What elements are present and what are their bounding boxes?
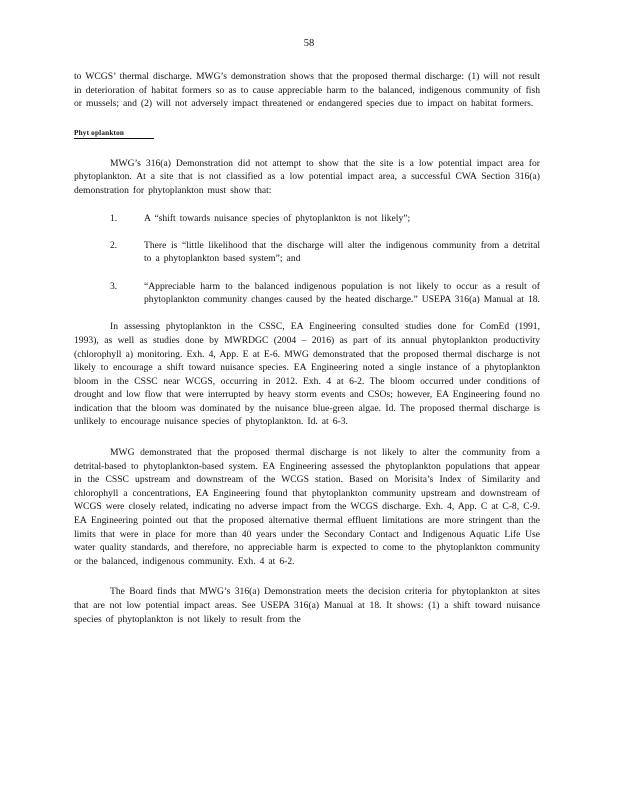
criteria-item [74, 239, 540, 266]
criteria-list [74, 212, 540, 307]
criteria-item [74, 280, 540, 307]
document-body [74, 70, 540, 626]
criteria-text: A “shift towards nuisance species of phytoplankton is not likely”; [144, 212, 411, 224]
paragraph-316a-phytoplankton: MWG’s 316(a) Demonstration did not attempt to show that the site is a low potential impact area for phytoplankton. At a site that is not classified as a low potential impact area, a successful CWA Section 316(a) demonstration for phytoplankton must show that: [74, 157, 540, 196]
section-heading: Phyt oplankton [74, 129, 154, 139]
criteria-item [74, 212, 540, 226]
criteria-text: “Appreciable harm to the balanced indigenous population is not likely to occur as a result of phytoplankton community changes caused by the heated discharge.” USEPA 316(a) Manual at 18. [144, 280, 540, 306]
page-number: 58 [303, 38, 315, 49]
paragraph-mwg-demonstrated: MWG demonstrated that the proposed thermal discharge is not likely to alter the community from a detrital-based to phytoplankton-based system. EA Engineering assessed the phytoplankton populations that appear in the CSSC upstream and downstream of the WCGS station. Based on Morisita’s Index of Similarity and chlorophyll a concentrations, EA Engineering found that phytoplankton community upstream and downstream of WCGS were closely related, indicating no adverse impact from the WCGS discharge. Exh. 4, App. C at C-8, C-9. EA Engineering pointed out that the proposed alternative thermal effluent limitations are more stringent than the limits that were in place for more than 40 years under the Secondary Contact and Indigenous Aquatic Life Use water quality standards, and therefore, no appreciable harm is expected to come to the phytoplankton community or the balanced, indigenous community. Exh. 4 at 6-2. [74, 447, 540, 567]
criteria-number: 1. [110, 212, 118, 224]
intro-paragraph: to WCGS’ thermal discharge. MWG’s demonstration shows that the proposed thermal discharge: (1) will not result in deterioration of habitat formers so as to cause appreciable harm to the balanced, indigenous community of fish or mussels; and (2) will not adversely impact threatened or endangered species due to impact on habitat formers. [74, 71, 540, 110]
criteria-text: There is “little likelihood that the discharge will alter the indigenous community from a detrital to a phytoplankton based system”; and [144, 239, 540, 265]
paragraph-assessing-phytoplankton: In assessing phytoplankton in the CSSC, EA Engineering consulted studies done for ComEd (1991, 1993), as well as studies done by MWRDGC (2004 – 2016) as part of its annual phytoplankton productivity (chlorophyll a) monitoring. Exh. 4, App. E at E-6. MWG demonstrated that the proposed thermal discharge is not likely to encourage a shift toward nuisance species. EA Engineering noted a single instance of a phytoplankton bloom in the CSSC near WCGS, occurring in 2012. Exh. 4 at 6-2. The bloom occurred under conditions of drought and low flow that were interrupted by heavy storm events and CSOs; however, EA Engineering found no indication that the bloom was dominated by the nuisance blue-green algae. Id. The proposed thermal discharge is unlikely to encourage nuisance species of phytoplankton. Id. at 6-3. [74, 321, 540, 428]
criteria-number: 3. [110, 280, 118, 292]
paragraph-board-finds: The Board finds that MWG’s 316(a) Demonstration meets the decision criteria for phytoplankton at sites that are not low potential impact areas. See USEPA 316(a) Manual at 18. It shows: (1) a shift toward nuisance species of phytoplankton is not likely to result from the [74, 586, 540, 625]
criteria-number: 2. [110, 239, 118, 251]
